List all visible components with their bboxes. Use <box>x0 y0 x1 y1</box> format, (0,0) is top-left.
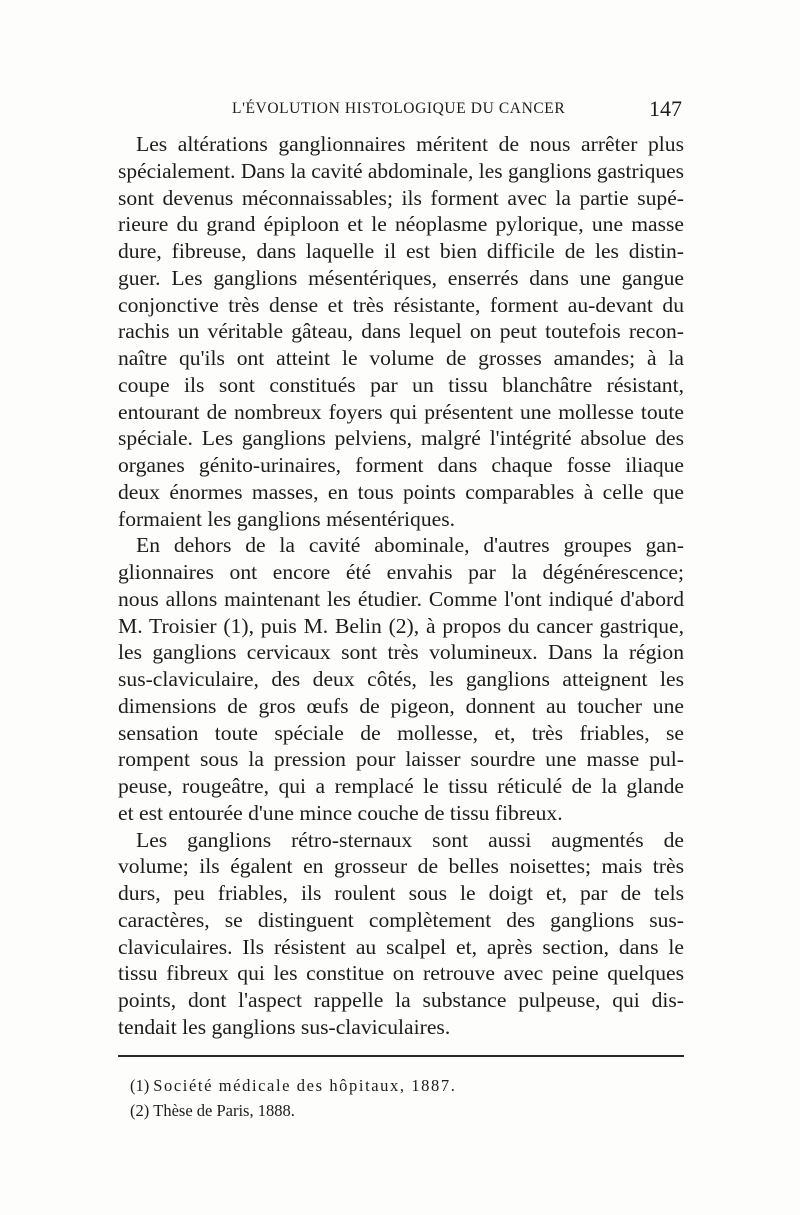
text-line: En dehors de la cavité abominale, d'autres groupes gan- <box>136 533 684 558</box>
paragraph-1 <box>118 131 684 532</box>
paragraph-2 <box>118 532 684 826</box>
text-line: dure, fibreuse, dans laquelle il est bien difficile de les distin- <box>118 239 684 263</box>
text-line: sus-claviculaire, des deux côtés, les ganglions atteignent les <box>118 667 684 691</box>
text-line: Les altérations ganglionnaires méritent de nous arrêter plus <box>136 132 684 156</box>
text-line: rompent sous la pression pour laisser sourdre une masse pul- <box>118 747 684 772</box>
text-line: sont devenus méconnaissables; ils forment avec la partie supé- <box>118 185 684 210</box>
text-line: glionnaires ont encore été envahis par la dégénérescence; <box>118 560 684 584</box>
text-line: caractères, se distinguent complètement des ganglions sus- <box>118 907 684 932</box>
text-line: tendait les ganglions sus-claviculaires. <box>118 1014 451 1039</box>
text-line: naître qu'ils ont atteint le volume de grosses amandes; à la <box>118 346 684 370</box>
text-line: peuse, rougeâtre, qui a remplacé le tissu réticulé de la glande <box>118 774 684 798</box>
text-line: Les ganglions rétro-sternaux sont aussi augmentés de <box>136 827 684 852</box>
page-number: 147 <box>649 96 682 121</box>
text-line: formaient les ganglions mésentériques. <box>118 506 456 531</box>
running-title: L'ÉVOLUTION HISTOLOGIQUE DU CANCER <box>232 100 566 117</box>
text-line: nous allons maintenant les étudier. Comme l'ont indiqué d'abord <box>118 586 684 611</box>
text-line: durs, peu friables, ils roulent sous le doigt et, par de tels <box>118 881 684 905</box>
text-line: dimensions de gros œufs de pigeon, donnent au toucher une <box>118 693 684 718</box>
body-text <box>118 131 684 1041</box>
text-line: guer. Les ganglions mésentériques, enserrés dans une gangue <box>118 265 684 290</box>
text-line: volume; ils égalent en grosseur de belles noisettes; mais très <box>118 854 684 879</box>
text-line: coupe ils sont constitués par un tissu blanchâtre résistant, <box>118 372 684 397</box>
text-line: deux énormes masses, en tous points comparables à celle que <box>118 479 684 504</box>
text-line: et est entourée d'une mince couche de tissu fibreux. <box>118 800 563 825</box>
text-line: rieure du grand épiploon et le néoplasme pylorique, une masse <box>118 212 684 237</box>
footnote-text: Thèse de Paris, 1888. <box>153 1101 295 1120</box>
footnote-1 <box>130 1073 670 1098</box>
footnote-2 <box>130 1098 670 1123</box>
footnote-marker: (2) <box>130 1101 150 1120</box>
text-line: les ganglions cervicaux sont très volumineux. Dans la région <box>118 640 684 665</box>
footnotes <box>130 1073 670 1123</box>
footnote-marker: (1) <box>130 1076 150 1095</box>
text-line: sensation toute spéciale de mollesse, et, très friables, se <box>118 720 684 745</box>
text-line: organes génito-urinaires, forment dans chaque fosse iliaque <box>118 453 684 477</box>
footnote-divider <box>118 1055 684 1057</box>
text-line: claviculaires. Ils résistent au scalpel et, après section, dans le <box>118 934 684 959</box>
text-line: entourant de nombreux foyers qui présentent une mollesse toute <box>118 399 684 424</box>
text-line: points, dont l'aspect rappelle la substance pulpeuse, qui dis- <box>118 988 684 1012</box>
text-line: conjonctive très dense et très résistante, forment au-devant du <box>118 292 684 317</box>
paragraph-3 <box>118 827 684 1041</box>
text-line: M. Troisier (1), puis M. Belin (2), à propos du cancer gastrique, <box>118 613 684 638</box>
text-line: spéciale. Les ganglions pelviens, malgré l'intégrité absolue des <box>118 426 684 451</box>
text-line: rachis un véritable gâteau, dans lequel on peut toutefois recon- <box>118 319 684 344</box>
footnote-text: Société médicale des hôpitaux, 1887. <box>153 1076 457 1095</box>
text-line: spécialement. Dans la cavité abdominale, les ganglions gastriques <box>118 158 684 183</box>
text-line: tissu fibreux qui les constitue on retrouve avec peine quelques <box>118 961 684 986</box>
page-header <box>118 96 684 124</box>
